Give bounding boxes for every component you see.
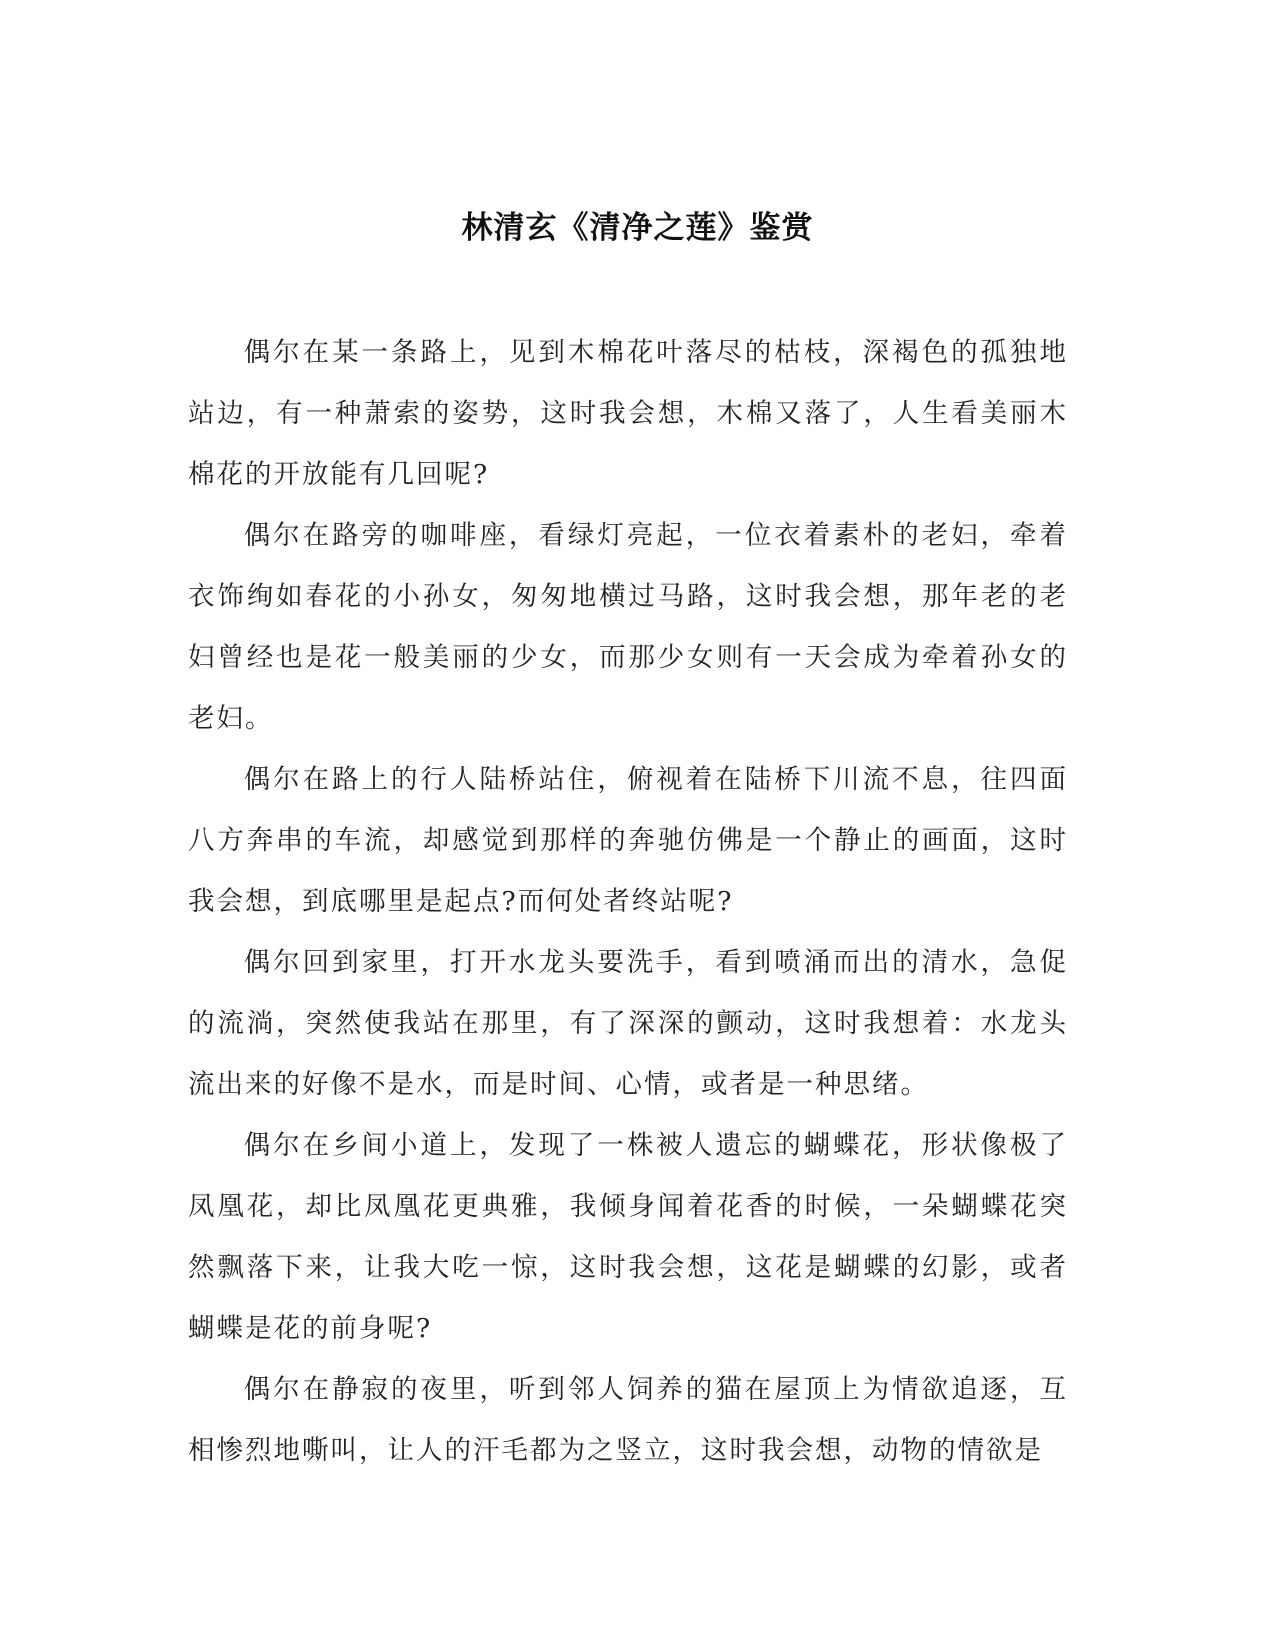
paragraph: 偶尔在乡间小道上，发现了一株被人遗忘的蝴蝶花，形状像极了凤凰花，却比凤凰花更典雅，我倾身闻着花香的时候，一朵蝴蝶花突然飘落下来，让我大吃一惊，这时我会想，这花是蝴蝶的幻影，或者蝴蝶是花的前身呢? bbox=[188, 1130, 1068, 1344]
paragraph: 偶尔在某一条路上，见到木棉花叶落尽的枯枝，深褐色的孤独地站边，有一种萧索的姿势，这时我会想，木棉又落了，人生看美丽木棉花的开放能有几回呢? bbox=[188, 337, 1068, 490]
paragraph: 偶尔在路旁的咖啡座，看绿灯亮起，一位衣着素朴的老妇，牵着衣饰绚如春花的小孙女，匆匆地横过马路，这时我会想，那年老的老妇曾经也是花一般美丽的少女，而那少女则有一天会成为牵着孙女的老妇。 bbox=[188, 520, 1068, 734]
document-body bbox=[188, 322, 1068, 1481]
document-title: 林清玄《清净之莲》鉴赏 bbox=[461, 210, 814, 246]
paragraph: 偶尔回到家里，打开水龙头要洗手，看到喷涌而出的清水，急促的流淌，突然使我站在那里，有了深深的颤动，这时我想着：水龙头流出来的好像不是水，而是时间、心情，或者是一种思绪。 bbox=[188, 947, 1068, 1100]
paragraph: 偶尔在路上的行人陆桥站住，俯视着在陆桥下川流不息，往四面八方奔串的车流，却感觉到那样的奔驰仿佛是一个静止的画面，这时我会想，到底哪里是起点?而何处者终站呢? bbox=[188, 764, 1068, 917]
paragraph: 偶尔在静寂的夜里，听到邻人饲养的猫在屋顶上为情欲追逐，互相惨烈地嘶叫，让人的汗毛都为之竖立，这时我会想，动物的情欲是 bbox=[188, 1374, 1068, 1466]
